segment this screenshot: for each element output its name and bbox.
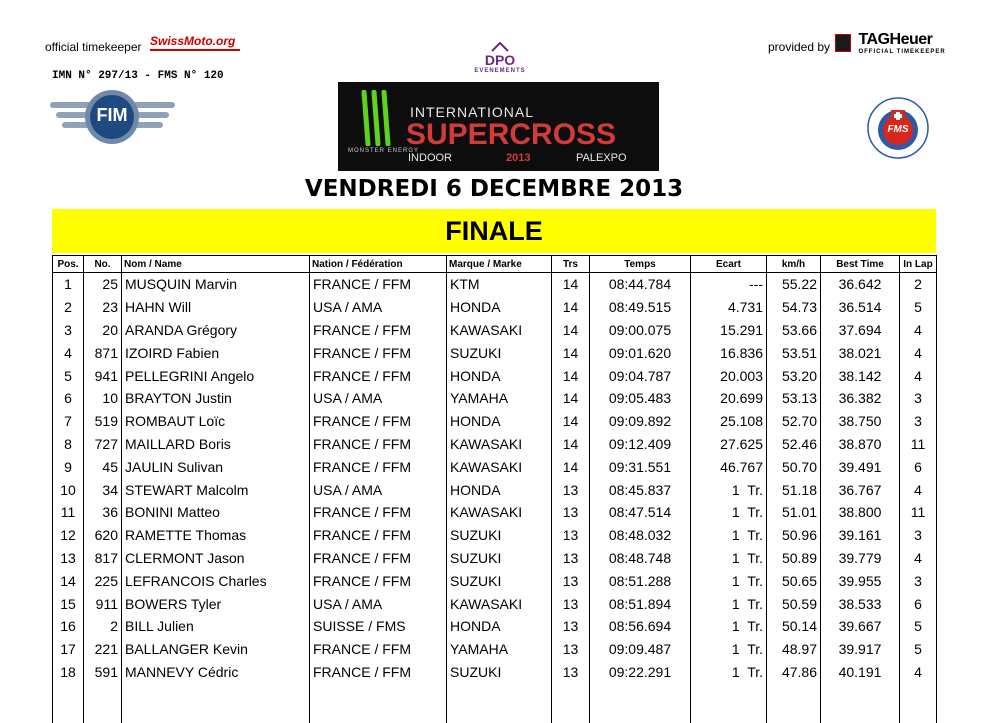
col-temps: 09:04.787 [590, 364, 691, 387]
col-nation: FRANCE / FFM [310, 501, 447, 524]
col-marque: SUZUKI [447, 524, 552, 547]
table-row [53, 341, 937, 364]
col-pos: 17 [53, 638, 84, 661]
monster-energy-text: MONSTER ENERGY [348, 148, 419, 154]
col-kmh: 50.59 [767, 592, 821, 615]
col-nation: USA / AMA [310, 387, 447, 410]
col-temps: 09:05.483 [590, 387, 691, 410]
banner-supercross: SUPERCROSS [406, 118, 616, 152]
col-inlap: 5 [900, 638, 937, 661]
col-ecart: 1 Tr. [691, 501, 767, 524]
col-ecart: 20.003 [691, 364, 767, 387]
col-ecart: 1 Tr. [691, 592, 767, 615]
col-kmh: 52.70 [767, 410, 821, 433]
col-kmh: 50.89 [767, 547, 821, 570]
col-inlap: 4 [900, 478, 937, 501]
col-nation: FRANCE / FFM [310, 569, 447, 592]
col-name: HAHN Will [122, 296, 310, 319]
col-nation: USA / AMA [310, 478, 447, 501]
col-temps: 08:49.515 [590, 296, 691, 319]
col-inlap: 4 [900, 319, 937, 342]
col-marque: SUZUKI [447, 547, 552, 570]
col-name: ROMBAUT Loïc [122, 410, 310, 433]
col-pos: 8 [53, 433, 84, 456]
col-temps: 08:51.288 [590, 569, 691, 592]
col-trs: 13 [552, 661, 590, 684]
col-temps: 09:01.620 [590, 341, 691, 364]
col-ecart: 1 Tr. [691, 661, 767, 684]
col-marque: KAWASAKI [447, 501, 552, 524]
col-no: 620 [84, 524, 122, 547]
col-temps: 08:47.514 [590, 501, 691, 524]
col-inlap: 11 [900, 501, 937, 524]
banner-international: INTERNATIONAL [410, 104, 534, 120]
col-pos: 3 [53, 319, 84, 342]
col-no: 221 [84, 638, 122, 661]
col-name: ARANDA Grégory [122, 319, 310, 342]
col-name: LEFRANCOIS Charles [122, 569, 310, 592]
col-trs: 14 [552, 273, 590, 296]
col-nation: FRANCE / FFM [310, 319, 447, 342]
col-best: 39.161 [821, 524, 900, 547]
col-inlap: 6 [900, 455, 937, 478]
col-nation: FRANCE / FFM [310, 547, 447, 570]
col-pos: 11 [53, 501, 84, 524]
col-ecart: 20.699 [691, 387, 767, 410]
col-temps: 09:09.892 [590, 410, 691, 433]
col-nation: SUISSE / FMS [310, 615, 447, 638]
table-row [53, 433, 937, 456]
col-ecart: 1 Tr. [691, 547, 767, 570]
table-row [53, 615, 937, 638]
col-kmh: 48.97 [767, 638, 821, 661]
col-trs: 13 [552, 524, 590, 547]
header-col-best: Best Time [821, 256, 900, 273]
col-kmh: 55.22 [767, 273, 821, 296]
col-no: 25 [84, 273, 122, 296]
col-name: BRAYTON Justin [122, 387, 310, 410]
col-inlap: 3 [900, 524, 937, 547]
swissmoto-logo-text: SwissMoto.org [150, 34, 235, 48]
fms-logo [858, 92, 938, 160]
col-no: 2 [84, 615, 122, 638]
col-ecart: --- [691, 273, 767, 296]
table-row [53, 524, 937, 547]
col-inlap: 6 [900, 592, 937, 615]
empty-cell [84, 683, 122, 723]
col-name: BONINI Matteo [122, 501, 310, 524]
banner-indoor: INDOOR [408, 152, 452, 164]
col-pos: 15 [53, 592, 84, 615]
swissmoto-logo [150, 34, 240, 51]
col-ecart: 4.731 [691, 296, 767, 319]
col-inlap: 4 [900, 341, 937, 364]
table-row [53, 387, 937, 410]
col-pos: 10 [53, 478, 84, 501]
col-kmh: 53.66 [767, 319, 821, 342]
col-best: 37.694 [821, 319, 900, 342]
dpo-logo-text: DPO [485, 52, 515, 68]
col-nation: FRANCE / FFM [310, 273, 447, 296]
col-trs: 14 [552, 387, 590, 410]
empty-cell [310, 683, 447, 723]
table-row [53, 410, 937, 433]
dpo-logo-subtext: EVENEMENTS [470, 68, 530, 74]
col-best: 40.191 [821, 661, 900, 684]
col-best: 39.491 [821, 455, 900, 478]
col-no: 23 [84, 296, 122, 319]
col-ecart: 15.291 [691, 319, 767, 342]
col-nation: FRANCE / FFM [310, 341, 447, 364]
col-temps: 09:12.409 [590, 433, 691, 456]
col-nation: FRANCE / FFM [310, 524, 447, 547]
col-ecart: 25.108 [691, 410, 767, 433]
col-name: BALLANGER Kevin [122, 638, 310, 661]
col-marque: YAMAHA [447, 638, 552, 661]
col-nation: FRANCE / FFM [310, 410, 447, 433]
col-trs: 13 [552, 638, 590, 661]
header-col-inlap: In Lap [900, 256, 937, 273]
col-kmh: 50.96 [767, 524, 821, 547]
table-row [53, 319, 937, 342]
col-nation: FRANCE / FFM [310, 661, 447, 684]
col-best: 39.667 [821, 615, 900, 638]
col-kmh: 51.01 [767, 501, 821, 524]
col-no: 871 [84, 341, 122, 364]
col-temps: 08:44.784 [590, 273, 691, 296]
col-ecart: 46.767 [691, 455, 767, 478]
col-pos: 5 [53, 364, 84, 387]
col-no: 10 [84, 387, 122, 410]
header-col-trs: Trs [552, 256, 590, 273]
col-kmh: 53.20 [767, 364, 821, 387]
col-name: IZOIRD Fabien [122, 341, 310, 364]
col-pos: 13 [53, 547, 84, 570]
col-inlap: 2 [900, 273, 937, 296]
col-best: 36.514 [821, 296, 900, 319]
tagheuer-logo [835, 31, 946, 55]
col-pos: 12 [53, 524, 84, 547]
col-name: RAMETTE Thomas [122, 524, 310, 547]
col-ecart: 16.836 [691, 341, 767, 364]
col-temps: 08:48.748 [590, 547, 691, 570]
col-kmh: 53.13 [767, 387, 821, 410]
col-best: 36.767 [821, 478, 900, 501]
col-best: 38.142 [821, 364, 900, 387]
col-temps: 09:22.291 [590, 661, 691, 684]
tagheuer-logo-text: TAGHeuer [858, 31, 932, 48]
header-col-ecart: Ecart [691, 256, 767, 273]
col-best: 39.955 [821, 569, 900, 592]
col-trs: 14 [552, 433, 590, 456]
table-filler-row [53, 683, 937, 723]
col-temps: 09:09.487 [590, 638, 691, 661]
results-body [53, 273, 937, 723]
empty-cell [821, 683, 900, 723]
col-no: 20 [84, 319, 122, 342]
col-inlap: 3 [900, 387, 937, 410]
fim-logo [50, 88, 175, 146]
col-marque: KAWASAKI [447, 455, 552, 478]
col-name: PELLEGRINI Angelo [122, 364, 310, 387]
col-temps: 08:56.694 [590, 615, 691, 638]
empty-cell [691, 683, 767, 723]
fim-logo-text: FIM [87, 105, 137, 126]
col-no: 941 [84, 364, 122, 387]
col-marque: YAMAHA [447, 387, 552, 410]
col-nation: USA / AMA [310, 296, 447, 319]
col-pos: 7 [53, 410, 84, 433]
table-row [53, 638, 937, 661]
results-header-row [53, 256, 937, 273]
col-no: 591 [84, 661, 122, 684]
page-title: VENDREDI 6 DECEMBRE 2013 [52, 176, 936, 202]
tagheuer-shield-icon [835, 34, 851, 52]
col-best: 38.750 [821, 410, 900, 433]
col-best: 36.642 [821, 273, 900, 296]
empty-cell [900, 683, 937, 723]
col-pos: 1 [53, 273, 84, 296]
col-best: 36.382 [821, 387, 900, 410]
col-inlap: 3 [900, 410, 937, 433]
col-best: 38.533 [821, 592, 900, 615]
col-marque: KAWASAKI [447, 319, 552, 342]
col-no: 36 [84, 501, 122, 524]
col-nation: FRANCE / FFM [310, 455, 447, 478]
col-marque: HONDA [447, 296, 552, 319]
col-no: 727 [84, 433, 122, 456]
col-no: 45 [84, 455, 122, 478]
col-pos: 6 [53, 387, 84, 410]
col-no: 34 [84, 478, 122, 501]
table-row [53, 569, 937, 592]
header-col-name: Nom / Name [122, 256, 310, 273]
col-best: 38.800 [821, 501, 900, 524]
header-col-nation: Nation / Fédération [310, 256, 447, 273]
header-col-marque: Marque / Marke [447, 256, 552, 273]
empty-cell [552, 683, 590, 723]
table-row [53, 296, 937, 319]
table-row [53, 661, 937, 684]
table-row [53, 501, 937, 524]
results-table [52, 255, 937, 723]
col-nation: FRANCE / FFM [310, 364, 447, 387]
col-trs: 14 [552, 410, 590, 433]
col-inlap: 11 [900, 433, 937, 456]
col-marque: KAWASAKI [447, 433, 552, 456]
col-marque: HONDA [447, 478, 552, 501]
col-temps: 08:51.894 [590, 592, 691, 615]
col-pos: 14 [53, 569, 84, 592]
table-row [53, 455, 937, 478]
col-kmh: 54.73 [767, 296, 821, 319]
col-marque: SUZUKI [447, 569, 552, 592]
col-kmh: 53.51 [767, 341, 821, 364]
col-no: 519 [84, 410, 122, 433]
col-inlap: 3 [900, 569, 937, 592]
col-best: 39.917 [821, 638, 900, 661]
col-trs: 14 [552, 296, 590, 319]
banner-palexpo: PALEXPO [576, 152, 627, 164]
col-pos: 16 [53, 615, 84, 638]
col-name: BILL Julien [122, 615, 310, 638]
empty-cell [590, 683, 691, 723]
col-name: JAULIN Sulivan [122, 455, 310, 478]
table-row [53, 592, 937, 615]
col-no: 911 [84, 592, 122, 615]
col-name: MANNEVY Cédric [122, 661, 310, 684]
col-name: BOWERS Tyler [122, 592, 310, 615]
col-ecart: 1 Tr. [691, 615, 767, 638]
empty-cell [767, 683, 821, 723]
col-name: CLERMONT Jason [122, 547, 310, 570]
col-ecart: 1 Tr. [691, 569, 767, 592]
col-trs: 14 [552, 364, 590, 387]
col-inlap: 4 [900, 547, 937, 570]
col-trs: 14 [552, 455, 590, 478]
col-kmh: 50.14 [767, 615, 821, 638]
col-marque: HONDA [447, 364, 552, 387]
empty-cell [53, 683, 84, 723]
col-inlap: 4 [900, 364, 937, 387]
col-pos: 4 [53, 341, 84, 364]
col-trs: 14 [552, 319, 590, 342]
col-temps: 09:31.551 [590, 455, 691, 478]
col-ecart: 27.625 [691, 433, 767, 456]
col-best: 38.021 [821, 341, 900, 364]
col-marque: SUZUKI [447, 661, 552, 684]
col-trs: 13 [552, 501, 590, 524]
table-row [53, 547, 937, 570]
col-nation: FRANCE / FFM [310, 638, 447, 661]
col-ecart: 1 Tr. [691, 524, 767, 547]
col-trs: 13 [552, 569, 590, 592]
col-trs: 13 [552, 592, 590, 615]
col-name: MUSQUIN Marvin [122, 273, 310, 296]
timekeeper-label: official timekeeper [45, 40, 142, 54]
table-row [53, 364, 937, 387]
imn-reference: IMN N° 297/13 - FMS N° 120 [52, 70, 224, 82]
col-pos: 18 [53, 661, 84, 684]
col-marque: HONDA [447, 615, 552, 638]
col-pos: 9 [53, 455, 84, 478]
header-col-temps: Temps [590, 256, 691, 273]
col-marque: HONDA [447, 410, 552, 433]
provided-by-label: provided by [768, 40, 830, 54]
table-row [53, 478, 937, 501]
col-nation: USA / AMA [310, 592, 447, 615]
col-temps: 09:00.075 [590, 319, 691, 342]
col-kmh: 50.70 [767, 455, 821, 478]
col-no: 225 [84, 569, 122, 592]
col-inlap: 5 [900, 615, 937, 638]
col-kmh: 51.18 [767, 478, 821, 501]
supercross-banner [338, 82, 659, 171]
col-inlap: 4 [900, 661, 937, 684]
col-trs: 13 [552, 547, 590, 570]
col-marque: SUZUKI [447, 341, 552, 364]
col-trs: 13 [552, 615, 590, 638]
col-best: 38.870 [821, 433, 900, 456]
col-no: 817 [84, 547, 122, 570]
col-temps: 08:45.837 [590, 478, 691, 501]
header-col-pos: Pos. [53, 256, 84, 273]
col-kmh: 50.65 [767, 569, 821, 592]
fms-logo-text: FMS [882, 124, 914, 135]
col-trs: 13 [552, 478, 590, 501]
col-best: 39.779 [821, 547, 900, 570]
col-temps: 08:48.032 [590, 524, 691, 547]
col-marque: KAWASAKI [447, 592, 552, 615]
empty-cell [447, 683, 552, 723]
col-pos: 2 [53, 296, 84, 319]
header-col-kmh: km/h [767, 256, 821, 273]
banner-year: 2013 [506, 152, 530, 164]
tagheuer-logo-subtext: OFFICIAL TIMEKEEPER [858, 49, 945, 55]
col-name: MAILLARD Boris [122, 433, 310, 456]
col-ecart: 1 Tr. [691, 478, 767, 501]
table-row [53, 273, 937, 296]
col-kmh: 47.86 [767, 661, 821, 684]
col-trs: 14 [552, 341, 590, 364]
monster-claw-icon [358, 90, 398, 146]
col-inlap: 5 [900, 296, 937, 319]
finale-heading: FINALE [52, 209, 936, 253]
col-ecart: 1 Tr. [691, 638, 767, 661]
col-nation: FRANCE / FFM [310, 433, 447, 456]
header-col-no: No. [84, 256, 122, 273]
dpo-logo [470, 42, 530, 74]
col-kmh: 52.46 [767, 433, 821, 456]
empty-cell [122, 683, 310, 723]
col-name: STEWART Malcolm [122, 478, 310, 501]
col-marque: KTM [447, 273, 552, 296]
